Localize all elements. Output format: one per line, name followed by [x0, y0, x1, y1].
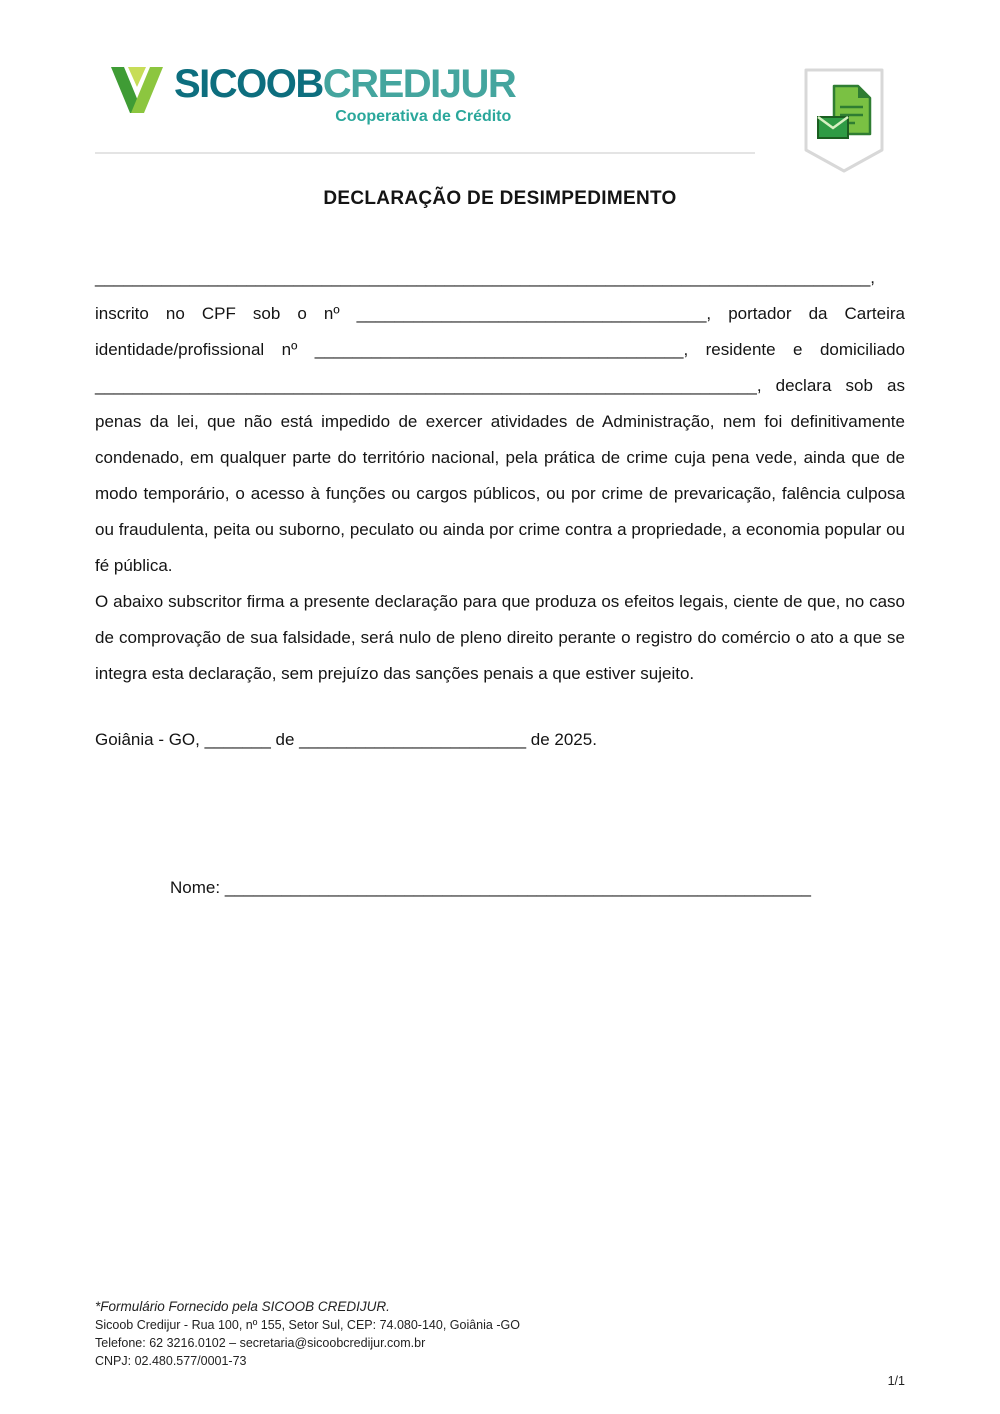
brand-wordmark [174, 62, 515, 126]
declaration-paragraph-1: inscrito no CPF sob o nº _____________________________________, portador da Carteira identidade/profissional nº _______________________________________, residente e domiciliado ______________________________________________________________________, declara sob as penas da lei, que não está impedido de exercer atividades de Administração, nem foi definitivamente condenado, em qualquer parte do território nacional, pela prática de crime cuja pena vede, ainda que de modo temporário, o acesso à funções ou cargos públicos, ou por crime de prevaricação, falência culposa ou fraudulenta, peita ou suborno, peculato ou ainda por crime contra a propriedade, a economia popular ou fé pública. [95, 304, 905, 575]
name-signature-blank: ______________________________________________________________ [224, 878, 811, 897]
document-body [95, 260, 905, 906]
document-footer [95, 1298, 520, 1370]
date-place-line: Goiânia - GO, _______ de ________________________ de 2025. [95, 730, 597, 749]
page-number: 1/1 [887, 1374, 905, 1388]
footer-form-note: *Formulário Fornecido pela SICOOB CREDIJUR. [95, 1299, 390, 1314]
footer-phone-email: Telefone: 62 3216.0102 – secretaria@sicoobcredijur.com.br [95, 1336, 426, 1350]
header-divider [95, 152, 755, 154]
document-envelope-badge-icon [800, 66, 888, 181]
name-blank-line: __________________________________________________________________________________, [95, 268, 875, 287]
brand-name-sicoob: SICOOB [174, 62, 323, 106]
footer-address: Sicoob Credijur - Rua 100, nº 155, Setor Sul, CEP: 74.080-140, Goiânia -GO [95, 1318, 520, 1332]
name-label: Nome: [170, 878, 221, 897]
brand-header [110, 62, 515, 126]
brand-name-credijur: CREDIJUR [322, 62, 516, 106]
signature-name-line [170, 870, 905, 906]
brand-tagline: Cooperativa de Crédito [335, 108, 512, 125]
page-title: DECLARAÇÃO DE DESIMPEDIMENTO [323, 188, 677, 209]
brand-name [174, 62, 515, 106]
sicoob-v-logo-icon [110, 65, 164, 122]
declaration-paragraph-2: O abaixo subscritor firma a presente declaração para que produza os efeitos legais, ciente de que, no caso de comprovação de sua falsidade, será nulo de pleno direito perante o registro do comércio o ato a que se integra esta declaração, sem prejuízo das sanções penais a que estiver sujeito. [95, 592, 905, 683]
footer-cnpj: CNPJ: 02.480.577/0001-73 [95, 1354, 247, 1368]
